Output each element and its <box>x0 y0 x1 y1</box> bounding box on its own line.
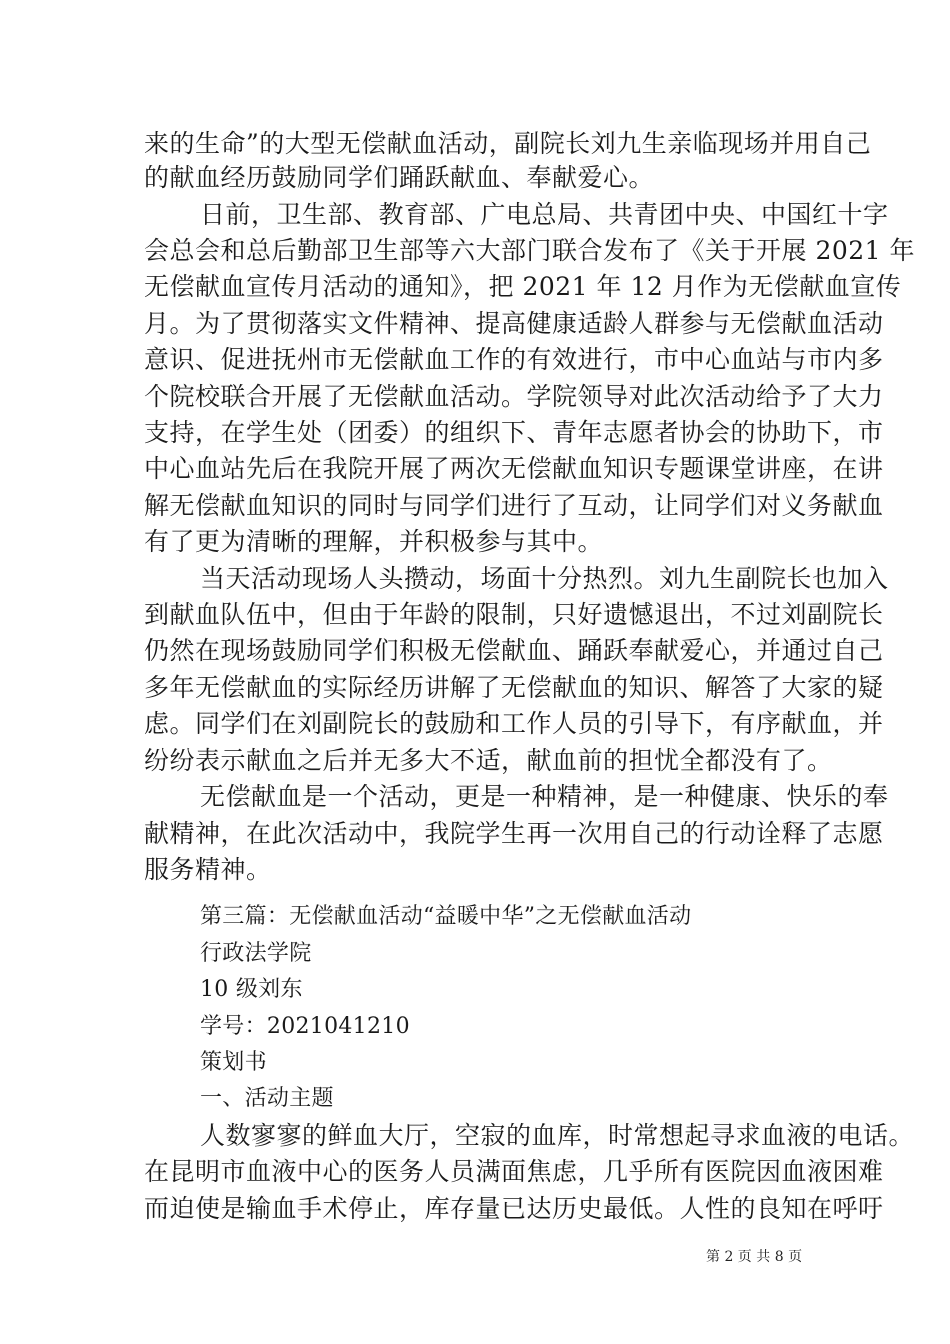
text-line: 解无偿献血知识的同时与同学们进行了互动，让同学们对义务献血 <box>144 491 884 520</box>
text-line: 纷纷表示献血之后并无多大不适，献血前的担忧全都没有了。 <box>144 746 833 775</box>
page-number: 第 2 页 共 8 页 <box>706 1249 803 1265</box>
paragraph-first-line: 人数寥寥的鲜血大厅，空寂的血库，时常想起寻求血液的电话。 <box>200 1121 915 1150</box>
paragraph-first-line: 日前，卫生部、教育部、广电总局、共青团中央、中国红十字 <box>200 200 889 229</box>
text-line: 会总会和总后勤部卫生部等六大部门联合发布了《关于开展 2021 年 <box>144 236 916 265</box>
text-line: 在昆明市血液中心的医务人员满面焦虑，几乎所有医院因血液困难 <box>144 1157 884 1186</box>
text-line: 个院校联合开展了无偿献血活动。学院领导对此次活动给予了大力 <box>144 382 884 411</box>
text-line: 多年无偿献血的实际经历讲解了无偿献血的知识、解答了大家的疑 <box>144 673 884 702</box>
text-line: 有了更为清晰的理解，并积极参与其中。 <box>144 527 604 556</box>
text-line: 来的生命”的大型无偿献血活动，副院长刘九生亲临现场并用自己 <box>144 129 872 158</box>
paragraph-first-line: 无偿献血是一个活动，更是一种精神，是一种健康、快乐的奉 <box>200 782 889 811</box>
text-line: 意识、促进抚州市无偿献血工作的有效进行，市中心血站与市内多 <box>144 345 884 374</box>
subheading: 一、活动主题 <box>200 1086 334 1111</box>
text-line: 虑。同学们在刘副院长的鼓励和工作人员的引导下，有序献血，并 <box>144 709 884 738</box>
author-line: 10 级刘东 <box>200 977 303 1002</box>
text-line: 献精神，在此次活动中，我院学生再一次用自己的行动诠释了志愿 <box>144 819 884 848</box>
section-heading: 第三篇：无偿献血活动“益暖中华”之无偿献血活动 <box>200 904 692 929</box>
text-line: 支持，在学生处（团委）的组织下、青年志愿者协会的协助下，市 <box>144 418 884 447</box>
text-line: 月。为了贯彻落实文件精神、提高健康适龄人群参与无偿献血活动 <box>144 309 884 338</box>
text-line: 无偿献血宣传月活动的通知》，把 2021 年 12 月作为无偿献血宣传 <box>144 272 902 301</box>
text-line: 服务精神。 <box>144 855 272 884</box>
text-line: 中心血站先后在我院开展了两次无偿献血知识专题课堂讲座，在讲 <box>144 454 884 483</box>
paragraph-first-line: 当天活动现场人头攒动，场面十分热烈。刘九生副院长也加入 <box>200 564 889 593</box>
department-line: 行政法学院 <box>200 941 312 966</box>
text-line: 的献血经历鼓励同学们踊跃献血、奉献爱心。 <box>144 163 655 192</box>
text-line: 仍然在现场鼓励同学们积极无偿献血、踊跃奉献爱心，并通过自己 <box>144 636 884 665</box>
student-id-line: 学号：2021041210 <box>200 1014 410 1039</box>
text-line: 而迫使是输血手术停止，库存量已达历史最低。人性的良知在呼吁 <box>144 1194 884 1223</box>
plan-title: 策划书 <box>200 1050 267 1075</box>
text-line: 到献血队伍中，但由于年龄的限制，只好遗憾退出，不过刘副院长 <box>144 600 884 629</box>
